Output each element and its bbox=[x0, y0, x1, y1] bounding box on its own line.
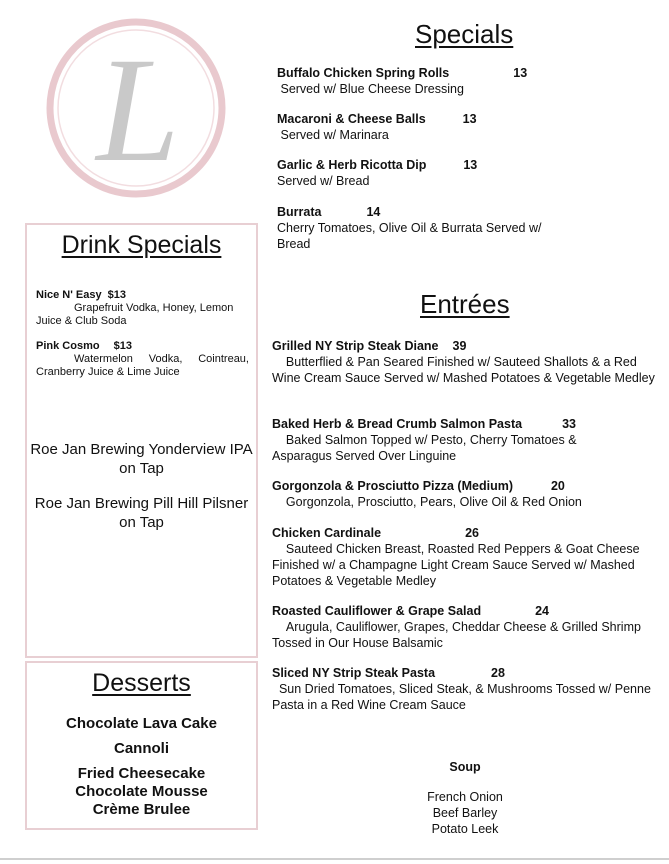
item-name: Chicken Cardinale bbox=[272, 526, 382, 540]
item-price: 24 bbox=[535, 604, 549, 618]
soup-section bbox=[400, 759, 530, 837]
special-item bbox=[277, 111, 577, 143]
item-price: 28 bbox=[491, 666, 505, 680]
item-price: 14 bbox=[366, 205, 381, 219]
item-name: Buffalo Chicken Spring Rolls bbox=[277, 66, 450, 80]
item-description: Butterflied & Pan Seared Finished w/ Sauteed Shallots & a Red Wine Cream Sauce Served w/ Mashed Potatoes & Vegetable Medley bbox=[272, 355, 655, 385]
soup-item: French Onion bbox=[427, 790, 503, 804]
drink-price: $13 bbox=[113, 340, 132, 352]
item-name: Roasted Cauliflower & Grape Salad bbox=[272, 604, 482, 618]
entrees-title: Entrées bbox=[420, 289, 510, 319]
item-name: Burrata bbox=[277, 205, 322, 219]
entree-item bbox=[272, 525, 657, 589]
drink-specials-box bbox=[25, 223, 258, 658]
dessert-item: Chocolate Lava Cake bbox=[66, 715, 217, 732]
item-price: 20 bbox=[550, 479, 565, 493]
dessert-list bbox=[27, 715, 256, 819]
dessert-item: Crème Brulee bbox=[92, 801, 191, 818]
dessert-item: Fried Cheesecake bbox=[77, 765, 206, 782]
soup-item: Beef Barley bbox=[432, 806, 498, 820]
drink-item bbox=[36, 340, 249, 379]
desserts-box bbox=[25, 661, 258, 830]
drink-description: Watermelon Vodka, Cointreau, Cranberry Juice & Lime Juice bbox=[36, 353, 249, 378]
logo-letter: L bbox=[96, 27, 180, 193]
item-description: Served w/ Marinara bbox=[277, 128, 389, 142]
special-item bbox=[277, 204, 569, 252]
tap-beer: Roe Jan Brewing Pill Hill Pilsner on Tap bbox=[34, 495, 249, 531]
item-price: 39 bbox=[452, 339, 467, 353]
item-description: Sun Dried Tomatoes, Sliced Steak, & Mushrooms Tossed w/ Penne Pasta in a Red Wine Cream Sauce bbox=[272, 682, 655, 712]
item-price: 13 bbox=[463, 158, 478, 172]
drink-description: Grapefruit Vodka, Honey, Lemon Juice & Club Soda bbox=[36, 302, 234, 327]
item-description: Served w/ Blue Cheese Dressing bbox=[277, 82, 464, 96]
tap-beer: Roe Jan Brewing Yonderview IPA on Tap bbox=[30, 441, 253, 477]
soup-item: Potato Leek bbox=[431, 822, 499, 836]
item-description: Arugula, Cauliflower, Grapes, Cheddar Cheese & Grilled Shrimp Tossed in Our House Balsamic bbox=[272, 620, 645, 650]
item-name: Gorgonzola & Prosciutto Pizza (Medium) bbox=[272, 479, 513, 493]
entree-item bbox=[272, 416, 632, 464]
item-name: Sliced NY Strip Steak Pasta bbox=[272, 666, 436, 680]
item-name: Baked Herb & Bread Crumb Salmon Pasta bbox=[272, 417, 523, 431]
drink-price: $13 bbox=[107, 289, 126, 301]
soup-title: Soup bbox=[449, 760, 481, 774]
drink-specials-title: Drink Specials bbox=[61, 231, 222, 259]
item-description: Baked Salmon Topped w/ Pesto, Cherry Tomatoes & Asparagus Served Over Linguine bbox=[272, 433, 580, 463]
entree-item bbox=[272, 603, 645, 651]
item-price: 26 bbox=[465, 526, 479, 540]
item-description: Cherry Tomatoes, Olive Oil & Burrata Served w/ Bread bbox=[277, 221, 545, 251]
entree-item bbox=[272, 478, 657, 510]
item-description: Served w/ Bread bbox=[277, 174, 370, 188]
item-price: 13 bbox=[513, 66, 528, 80]
drink-name: Nice N' Easy bbox=[36, 289, 102, 301]
special-item bbox=[277, 157, 577, 189]
entree-item bbox=[272, 338, 657, 386]
item-name: Garlic & Herb Ricotta Dip bbox=[277, 158, 427, 172]
dessert-item: Chocolate Mousse bbox=[75, 783, 208, 800]
item-description: Gorgonzola, Prosciutto, Pears, Olive Oil & Red Onion bbox=[272, 495, 582, 509]
item-description: Sauteed Chicken Breast, Roasted Red Peppers & Goat Cheese Finished w/ a Champagne Light Cream Sauce Served w/ Mashed Potatoes & Vegetable Medley bbox=[272, 542, 644, 588]
entree-item bbox=[272, 665, 657, 713]
specials-title: Specials bbox=[415, 19, 514, 49]
drink-item bbox=[36, 289, 249, 328]
item-price: 33 bbox=[562, 417, 576, 431]
bottom-divider bbox=[0, 858, 669, 860]
logo bbox=[40, 12, 232, 204]
dessert-item: Cannoli bbox=[114, 740, 169, 757]
item-price: 13 bbox=[462, 112, 477, 126]
special-item bbox=[277, 65, 577, 97]
item-name: Macaroni & Cheese Balls bbox=[277, 112, 426, 126]
item-name: Grilled NY Strip Steak Diane bbox=[272, 339, 439, 353]
drink-name: Pink Cosmo bbox=[36, 340, 100, 352]
desserts-title: Desserts bbox=[92, 669, 191, 697]
